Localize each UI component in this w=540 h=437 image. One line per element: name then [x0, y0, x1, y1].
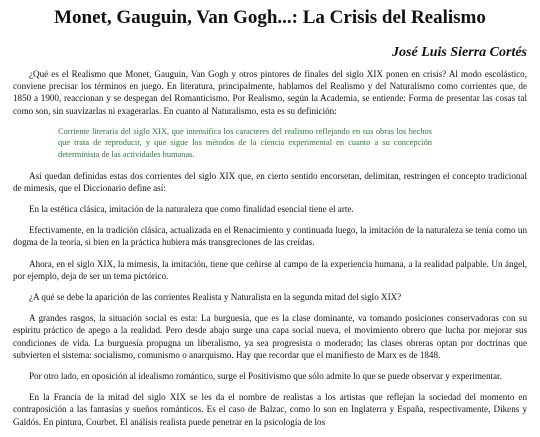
paragraph-france-realists: En la Francia de la mitad del siglo XIX se les da el nombre de realistas a los artistas que reflejan la sociedad del momento en contraposición a las fantasías y sueños románticos. Es el caso de Balzac, como lo son en Inglaterra y España, respectivamente, Dikens y Galdós. En pintura, Courbet. El análisis realista puede penetrar en la psicología de los — [13, 392, 527, 427]
paragraph-positivism: Por otro lado, en oposición al idealismo romántico, surge el Positivismo que sólo admite lo que se puede observar y experimentar. — [29, 371, 502, 382]
paragraph-mimesis-intro: Así quedan definidas estas dos corrientes del siglo XIX que, en cierto sentido encorsetan, delimitan, restringen el concepto tradicional de mimesis, que el Diccionario define así: — [13, 170, 527, 193]
naturalism-definition-quote: Corriente literaria del siglo XIX, que intensifica los caracteres del realismo reflejando en sus obras los hechos que trata de reproducir, y que sigue los métodos de la ciencia experimental en cuanto a su concepción determinista de las actividades humanas. — [58, 126, 432, 159]
page-title: Monet, Gauguin, Van Gogh...: La Crisis del Realismo — [54, 7, 486, 28]
paragraph-classical-tradition: Efectivamente, en la tradición clásica, actualizada en el Renacimiento y continuada luego, la imitación de la naturaleza se tenía como un dogma de la teoría, si bien en la práctica hubiera más transgreciones de las creídas. — [13, 225, 527, 248]
paragraph-mimesis-definition: En la estética clásica, imitación de la naturaleza que como finalidad esencial tiene el arte. — [29, 204, 354, 214]
paragraph-intro: ¿Qué es el Realismo que Monet, Gauguin, Van Gogh y otros pintores de finales del siglo XIX ponen en crisis? Al modo escolástico, conviene precisar los términos en juego. En literatura, principalmente, hablamos del Realismo y del Naturalismo como corrientes que, de 1850 a 1900, reaccionan y se despegan del Romanticismo. Por Realismo, según la Academia, se entiende: Forma de presentar las cosas tal como son, sin suavizarlas ni exagerarlas. En cuanto al Naturalismo, esta es su definición: — [13, 69, 527, 116]
paragraph-question: ¿A qué se debe la aparición de las corrientes Realista y Naturalista en la segunda mitad del siglo XIX? — [29, 292, 402, 303]
paragraph-nineteenth-century: Ahora, en el siglo XIX, la mímesis, la imitación, tiene que ceñirse al campo de la experiencia humana, a la realidad palpable. Un ángel, por ejemplo, deja de ser un tema pictórico. — [13, 258, 527, 281]
article-body — [13, 68, 527, 437]
author-name: José Luis Sierra Cortés — [392, 45, 527, 60]
paragraph-social-situation: A grandes rasgos, la situación social es esta: La burguesía, que es la clase dominante, va tomando posiciones conservadoras con su espíritu práctico de apego a la realidad. Pero desde abajo surge una capa social nueva, el movimiento obrero que lucha por mejorar sus condiciones de vida. La burguesía propugna un liberalismo, ya sea progresista o moderado; las clases obreras optan por doctrinas que subvierten el sistema: socialismo, comunismo o anarquismo. Hay que recordar que el manifiesto de Marx es de 1848. — [13, 313, 527, 360]
